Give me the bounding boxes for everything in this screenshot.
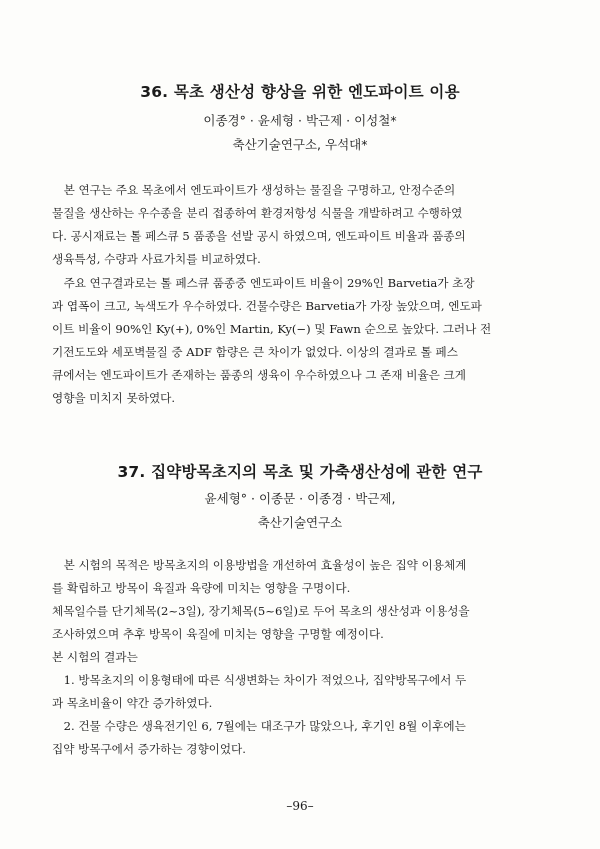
text-line: 과 목초비율이 약간 증가하였다. [52,696,213,710]
section-36-title: 36. 목초 생산성 향상을 위한 엔도파이트 이용 [140,83,460,101]
text-line: 영향을 미치지 못하였다. [52,391,176,405]
text-line: 집약 방목구에서 증가하는 경향이었다. [52,742,246,756]
text-line: 본 연구는 주요 목초에서 엔도파이트가 생성하는 물질을 구명하고, 안정수준의 [52,183,456,197]
text-line: 과 엽폭이 크고, 녹색도가 우수하였다. 건물수량은 Barvetia가 가장 높았으며, 엔도파 [52,299,482,313]
section-37-authors: 윤세형° · 이종문 · 이종경 · 박근제, [204,491,396,506]
text-line: 를 확립하고 방목이 육질과 육량에 미치는 영향을 구명이다. [52,581,351,595]
text-line: 조사하였으며 추후 방목이 육질에 미치는 영향을 구명할 예정이다. [52,627,384,641]
text-line: 체목일수를 단기체목(2~3일), 장기체목(5~6일)로 두어 목초의 생산성과 이용성을 [52,604,470,618]
section-37-results [52,646,548,761]
page-number: –96– [286,799,314,813]
text-line: 기전도도와 세포벽물질 중 ADF 함량은 큰 차이가 없었다. 이상의 결과로 톨 페스 [52,345,458,359]
text-line: 2. 건물 수량은 생육전기인 6, 7월에는 대조구가 많았으나, 후기인 8월 이후에는 [52,719,466,733]
section-36-authors: 이종경° · 윤세형 · 박근제 · 이성철* [203,113,397,128]
section-37-title: 37. 집약방목초지의 목초 및 가축생산성에 관한 연구 [117,463,483,481]
text-line: 생육특성, 수량과 사료가치를 비교하였다. [52,252,261,266]
text-line: 1. 방목초지의 이용형태에 따른 식생변화는 차이가 적었으나, 집약방목구에서 두 [52,673,467,687]
section-37-paragraph-1 [52,554,548,646]
text-line: 주요 연구결과로는 톨 페스큐 품종중 엔도파이트 비율이 29%인 Barvetia가 초장 [52,276,475,290]
section-36-affiliation: 축산기술연구소, 우석대* [232,137,368,152]
text-line: 본 시험의 목적은 방목초지의 이용방법을 개선하여 효율성이 높은 집약 이용체계 [52,558,467,572]
text-line: 물질을 생산하는 우수종을 분리 접종하여 환경저항성 식물을 개발하려고 수행하였 [52,206,463,220]
section-36-paragraph-1 [52,179,548,271]
text-line: 이트 비율이 90%인 Ky(+), 0%인 Martin, Ky(−) 및 Fawn 순으로 높았다. 그러나 전 [52,322,492,336]
text-line: 큐에서는 엔도파이트가 존재하는 품종의 생육이 우수하였으나 그 존재 비율은 크게 [52,368,466,382]
results-intro: 본 시험의 결과는 [52,650,138,664]
text-line: 다. 공시재료는 톨 페스큐 5 품종을 선발 공시 하였으며, 엔도파이트 비율과 품종의 [52,229,466,243]
section-37-affiliation: 축산기술연구소 [257,515,343,530]
section-36-paragraph-2 [52,272,548,410]
